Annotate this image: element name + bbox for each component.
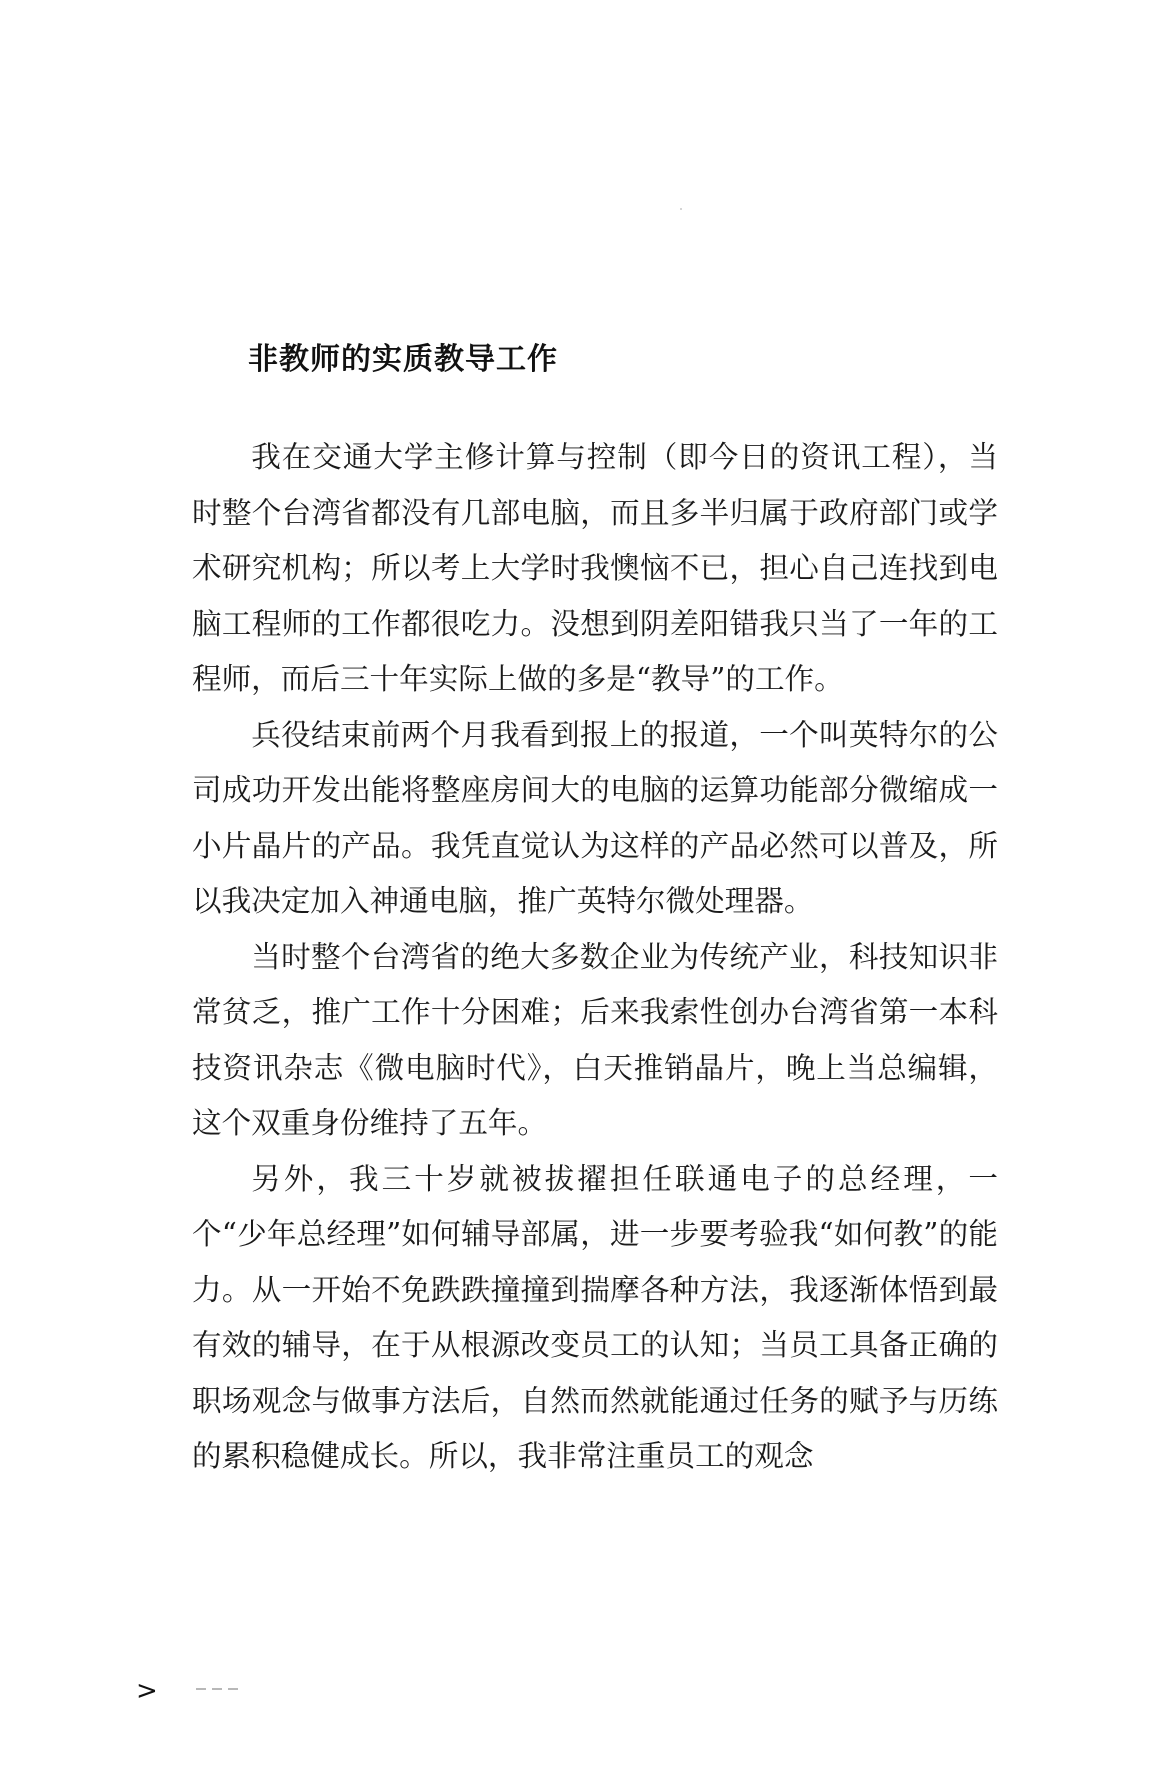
paragraph: 我在交通大学主修计算与控制（即今日的资讯工程），当时整个台湾省都没有几部电脑，而且多半归属于政府部门或学术研究机构；所以考上大学时我懊恼不已，担心自己连找到电脑工程师的工作都很吃力。没想到阴差阳错我只当了一年的工程师，而后三十年实际上做的多是“教导”的工作。: [192, 440, 998, 696]
scan-speck: [680, 208, 682, 210]
paragraph: 兵役结束前两个月我看到报上的报道，一个叫英特尔的公司成功开发出能将整座房间大的电脑的运算功能部分微缩成一小片晶片的产品。我凭直觉认为这样的产品必然可以普及，所以我决定加入神通电脑，推广英特尔微处理器。: [192, 717, 998, 918]
page-number-faded: [196, 1684, 242, 1694]
page-corner-mark: >: [136, 1676, 158, 1706]
paragraph: 另外，我三十岁就被拔擢担任联通电子的总经理，一个“少年总经理”如何辅导部属，进一步要考验我“如何教”的能力。从一开始不免跌跌撞撞到揣摩各种方法，我逐渐体悟到最有效的辅导，在于从根源改变员工的认知；当员工具备正确的职场观念与做事方法后，自然而然就能通过任务的赋予与历练的累积稳健成长。所以，我非常注重员工的观念: [192, 1161, 998, 1473]
body-text: [192, 430, 998, 1485]
paragraph: 当时整个台湾省的绝大多数企业为传统产业，科技知识非常贫乏，推广工作十分困难；后来我索性创办台湾省第一本科技资讯杂志《微电脑时代》，白天推销晶片，晚上当总编辑，这个双重身份维持了五年。: [192, 939, 998, 1140]
section-title: 非教师的实质教导工作: [248, 342, 558, 377]
